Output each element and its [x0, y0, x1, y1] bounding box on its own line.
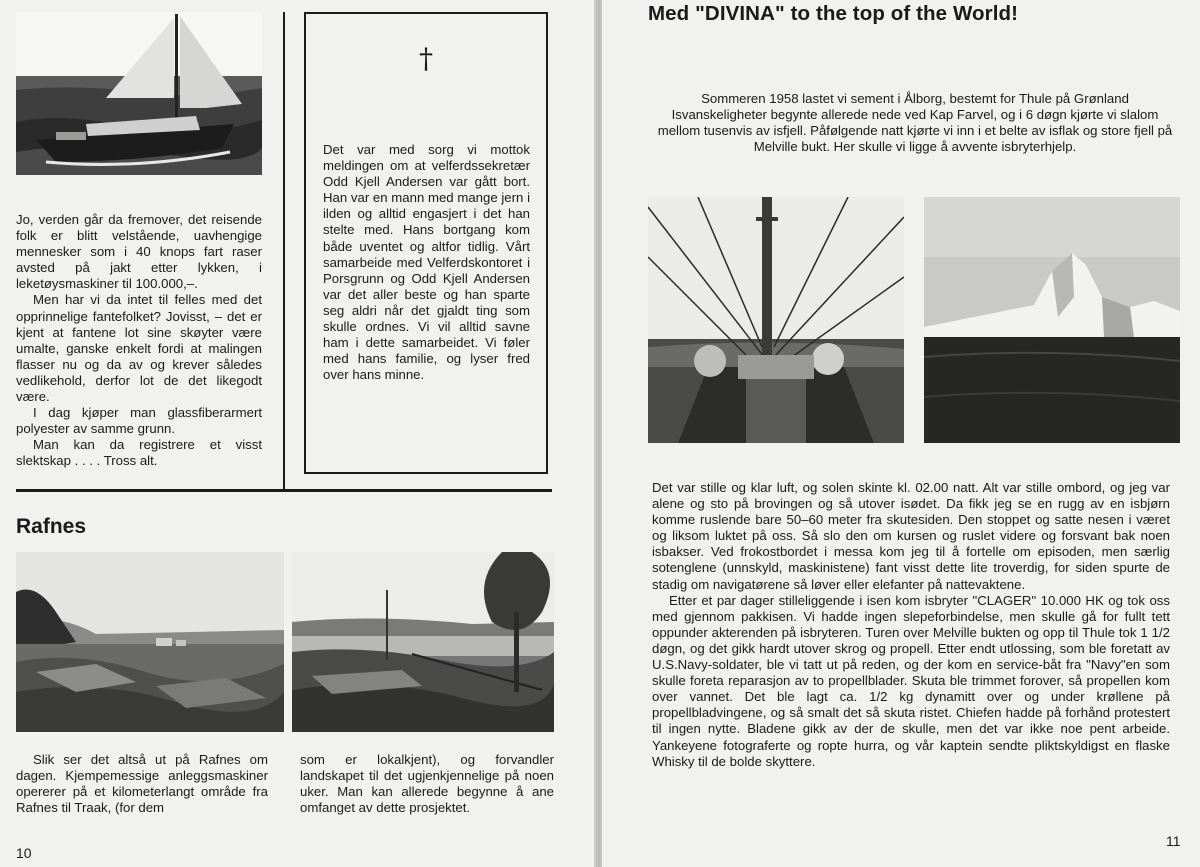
- intro-paragraph: I dag kjøper man glassfiberarmert polyester av samme grunn.: [16, 405, 262, 437]
- article-heading: Med "DIVINA" to the top of the World!: [648, 2, 1019, 25]
- cross-icon: †: [419, 42, 433, 75]
- page-number-right: 11: [1166, 833, 1181, 849]
- column-divider: [283, 12, 285, 490]
- rafnes-caption-col1: Slik ser det altså ut på Rafnes om dagen. Kjempemessige anleggsmaskiner opererer på et kilometerlangt område fra Rafnes til Traak, (for dem: [16, 752, 268, 816]
- body-paragraph: Etter et par dager stilleliggende i isen kom isbryter "CLAGER" 10.000 HK og tok oss med gjennom pakkisen. Vi hadde ingen slepeforbindelse, men skulle gå for fullt tett oppunder akterenden på isbryteren. Turen over Melville bukten og opp til Thule tok 1 1/2 døgn, og det gikk hardt utover skrog og propell. Etter endt utlossing, som ble foretatt av U.S.Navy-soldater, ble vi tatt ut på reden, og der kom en service-båt fra "Navy"en som skulle foreta reparasjon av to propellblader. Skuta ble trimmet forover, så propellen kom over vannet. Det ble lagt ca. 1/2 kg dynamitt over og under krøllene på propellbladvingene, og så smalt det så skuta ristet. Chiefen hadde på forhånd protestert til ingen nytte. Bladene gikk av der de skulle, men det var ikke noe pent arbeide. Yankeyene fotograferte og ropte hurra, og vår kaptein sendte pliktskyldigst en flaske Whisky til de bolde skyttere.: [652, 592, 1170, 769]
- rafnes-caption-col2: som er lokalkjent), og forvandler landskapet til det ugjenkjennelige på noen uker. Man kan allerede begynne å ane omfanget av dette prosjektet.: [300, 752, 554, 816]
- page-number-left: 10: [16, 845, 32, 861]
- rafnes-photo-1: [16, 552, 284, 732]
- obituary-box: [304, 12, 548, 474]
- obituary-text: Det var med sorg vi mottok meldingen om at velferdssekretær Odd Kjell Andersen var gått bort. Han var en mann med mange jern i ilden og alltid engasjert i det han stelte med. Hans bortgang kom både uventet og altfor tidlig. Vårt samarbeide med Velferdskontoret i Porsgrunn og Odd Kjell Andersen var det aller beste og han sparte seg aldri når det gjaldt ting som skulle ordnes. Vi vil alltid savne ham i dette samarbeidet. Vi føler med hans familie, og lyser fred over hans minne.: [323, 142, 530, 383]
- sailboat-photo: [16, 12, 262, 175]
- rafnes-heading: Rafnes: [16, 515, 87, 538]
- intro-paragraph: Jo, verden går da fremover, det reisende folk er blitt velstående, uavhengige mennesker som i 40 knops fart raser avsted på jakt etter lykken, i leketøysmaskiner til 100.000,–.: [16, 212, 262, 292]
- rafnes-photo-2: [292, 552, 554, 732]
- intro-paragraph: Man kan da registrere et visst slektskap . . . . Tross alt.: [16, 437, 262, 469]
- ship-deck-photo: [648, 197, 904, 443]
- article-body: [652, 480, 1170, 770]
- iceberg-photo: [924, 197, 1180, 443]
- intro-text: [16, 212, 262, 470]
- section-divider: [16, 489, 552, 492]
- body-paragraph: Det var stille og klar luft, og solen skinte kl. 02.00 natt. Alt var stille ombord, og jeg var alene og sto på brovingen og så utover isødet. Da fikk jeg se en rugg av en isbjørn komme ruslende bare 50–60 meter fra skutesiden. Den stoppet og satte nesen i været og liksom luktet på oss. Så slo den om kursen og ruslet videre og forsvant bak noen isbakser. Ved frokostbordet i messa kom jeg til å fortelle om episoden, men særlig sotenglene (unnskyld, maskinistene) fant visst dette lite troverdig, for siden spurte de stadig om navigatørene så løver eller elefanter på nattevaktene.: [652, 480, 1170, 592]
- article-intro: Sommeren 1958 lastet vi sement i Ålborg, bestemt for Thule på Grønland Isvanskeligheter begynte allerede nede ved Kap Farvel, og i 6 døgn kjørte vi slalom mellom tusenvis av isfjell. Påfølgende natt kjørte vi inn i et belte av isflak og store fjell på Melville bukt. Her skulle vi ligge å avvente isbryterhjelp.: [657, 91, 1173, 155]
- intro-paragraph: Men har vi da intet til felles med det opprinnelige fantefolket? Jovisst, – det er kjent at fantene lot sine skøyter være umalte, ganske enkelt fordi at malingen flasser nu og da av og krever således vedlikehold, derfor lot de det likegodt være.: [16, 292, 262, 405]
